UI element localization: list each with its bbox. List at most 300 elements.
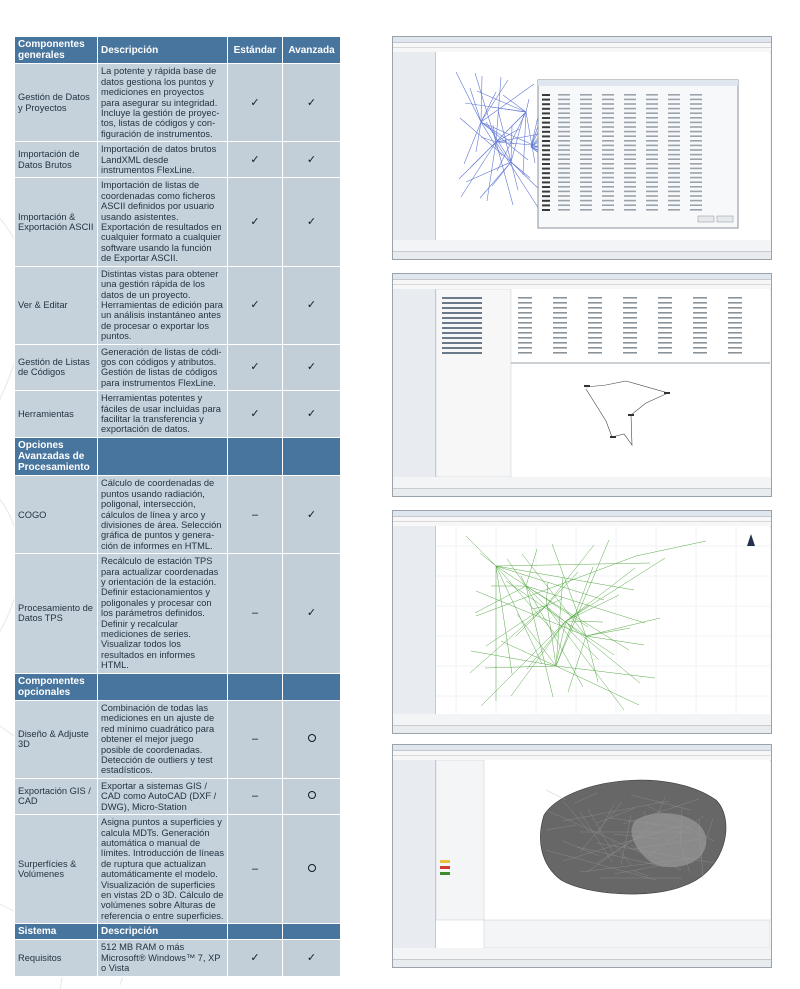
table-cell-mark	[624, 122, 636, 124]
table-cell-mark	[646, 122, 658, 124]
table-cell-mark	[624, 108, 636, 110]
section-blank-cell	[283, 924, 341, 940]
table-cell-mark	[624, 191, 636, 193]
table-cell-mark	[558, 117, 570, 119]
table-cell-mark	[558, 99, 570, 101]
section-header-row	[15, 924, 341, 940]
table-row	[15, 554, 341, 673]
table-cell-mark	[646, 168, 658, 170]
table-cell-mark	[623, 327, 637, 329]
section-blank-cell	[283, 437, 341, 476]
table-cell-mark	[693, 297, 707, 299]
table-cell-mark	[602, 94, 614, 96]
table-cell-mark	[588, 302, 602, 304]
table-cell-mark	[602, 168, 614, 170]
table-cell-mark	[690, 131, 702, 133]
table-cell-mark	[542, 117, 550, 119]
table-cell-mark	[646, 209, 658, 211]
advanced-availability: ✓	[283, 178, 341, 266]
table-row	[15, 940, 341, 976]
table-cell-mark	[542, 177, 550, 179]
table-cell-mark	[658, 332, 672, 334]
table-cell-mark	[658, 317, 672, 319]
table-row	[15, 476, 341, 554]
feature-name: COGO	[15, 476, 98, 554]
table-cell-mark	[690, 195, 702, 197]
table-cell-mark	[690, 112, 702, 114]
table-cell-mark	[558, 172, 570, 174]
table-cell-mark	[558, 181, 570, 183]
table-cell-mark	[580, 131, 592, 133]
table-cell-mark	[668, 163, 680, 165]
table-cell-mark	[624, 140, 636, 142]
table-cell-mark	[646, 108, 658, 110]
table-cell-mark	[558, 145, 570, 147]
table-cell-mark	[658, 322, 672, 324]
table-cell-mark	[693, 342, 707, 344]
feature-name: Requisitos	[15, 940, 98, 976]
table-cell-mark	[658, 302, 672, 304]
advanced-availability: ✓	[283, 554, 341, 673]
table-cell-mark	[602, 140, 614, 142]
table-cell-mark	[602, 122, 614, 124]
table-cell-mark	[602, 209, 614, 211]
table-cell-mark	[602, 103, 614, 105]
feature-name: Importación & Exportación ASCII	[15, 178, 98, 266]
table-cell-mark	[668, 191, 680, 193]
table-cell-mark	[668, 158, 680, 160]
table-cell-mark	[646, 112, 658, 114]
table-cell-mark	[690, 145, 702, 147]
table-cell-mark	[558, 154, 570, 156]
feature-description: Exportar a sistemas GIS / CAD como AutoCAD (DXF / DWG), Micro-Station	[98, 778, 228, 814]
section-description-header: Descripción	[98, 924, 228, 940]
header-standard: Estándar	[228, 37, 283, 64]
feature-comparison-table	[14, 36, 341, 977]
table-cell-mark	[668, 154, 680, 156]
table-cell-mark	[442, 312, 482, 314]
table-cell-mark	[553, 347, 567, 349]
feature-name: Diseño & Adjuste 3D	[15, 701, 98, 779]
table-cell-mark	[728, 352, 742, 354]
table-cell-mark	[580, 117, 592, 119]
table-cell-mark	[602, 181, 614, 183]
feature-name: Surperfícies & Volúmenes	[15, 815, 98, 924]
table-cell-mark	[668, 204, 680, 206]
table-cell-mark	[646, 204, 658, 206]
table-cell-mark	[624, 209, 636, 211]
table-cell-mark	[624, 94, 636, 96]
table-cell-mark	[580, 108, 592, 110]
table-header-row	[15, 37, 341, 64]
table-cell-mark	[542, 172, 550, 174]
table-cell-mark	[558, 186, 570, 188]
table-cell-mark	[693, 347, 707, 349]
feature-description: Combinación de todas las mediciones en un ajuste de red mínimo cuadrático para obtener el mejor juego posible de coordenadas. Detección de outliers y test estadísticos.	[98, 701, 228, 779]
table-cell-mark	[668, 149, 680, 151]
table-cell-mark	[558, 103, 570, 105]
table-cell-mark	[623, 307, 637, 309]
table-cell-mark	[668, 131, 680, 133]
table-cell-mark	[542, 209, 550, 211]
table-cell-mark	[693, 307, 707, 309]
table-cell-mark	[623, 337, 637, 339]
table-cell-mark	[602, 200, 614, 202]
screenshot-points-plot	[392, 273, 772, 497]
table-cell-mark	[646, 94, 658, 96]
table-cell-mark	[690, 181, 702, 183]
table-cell-mark	[553, 312, 567, 314]
optional-circle-icon	[308, 734, 316, 742]
feature-name: Herramientas	[15, 391, 98, 438]
table-cell-mark	[553, 352, 567, 354]
standard-availability: –	[228, 778, 283, 814]
table-cell-mark	[690, 103, 702, 105]
table-cell-mark	[558, 126, 570, 128]
standard-availability: ✓	[228, 391, 283, 438]
section-blank-cell	[228, 437, 283, 476]
table-cell-mark	[646, 145, 658, 147]
table-cell-mark	[542, 126, 550, 128]
table-cell-mark	[602, 154, 614, 156]
table-cell-mark	[693, 327, 707, 329]
section-title: Opciones Avanzadas de Procesamiento	[15, 437, 98, 476]
table-cell-mark	[624, 103, 636, 105]
table-cell-mark	[668, 112, 680, 114]
table-cell-mark	[623, 312, 637, 314]
table-cell-mark	[588, 317, 602, 319]
table-cell-mark	[668, 108, 680, 110]
table-cell-mark	[518, 297, 532, 299]
table-cell-mark	[518, 337, 532, 339]
table-cell-mark	[442, 317, 482, 319]
table-cell-mark	[623, 352, 637, 354]
table-cell-mark	[623, 342, 637, 344]
table-cell-mark	[646, 117, 658, 119]
table-cell-mark	[542, 140, 550, 142]
table-cell-mark	[624, 154, 636, 156]
table-cell-mark	[580, 154, 592, 156]
table-cell-mark	[668, 200, 680, 202]
table-cell-mark	[580, 103, 592, 105]
table-cell-mark	[580, 99, 592, 101]
table-cell-mark	[693, 352, 707, 354]
table-cell-mark	[624, 112, 636, 114]
table-cell-mark	[690, 163, 702, 165]
table-cell-mark	[602, 163, 614, 165]
table-cell-mark	[646, 181, 658, 183]
advanced-availability	[283, 778, 341, 814]
table-cell-mark	[553, 322, 567, 324]
section-header-row	[15, 437, 341, 476]
section-title: Componentes opcionales	[15, 673, 98, 700]
section-description-header	[98, 437, 228, 476]
table-cell-mark	[542, 149, 550, 151]
table-cell-mark	[542, 94, 550, 96]
table-cell-mark	[690, 99, 702, 101]
table-row	[15, 391, 341, 438]
feature-description: Herramientas potentes y fáciles de usar incluidas para facilitar la transferencia y exportación de datos.	[98, 391, 228, 438]
table-cell-mark	[624, 186, 636, 188]
table-cell-mark	[602, 177, 614, 179]
table-cell-mark	[542, 108, 550, 110]
table-cell-mark	[728, 332, 742, 334]
table-cell-mark	[580, 177, 592, 179]
table-cell-mark	[668, 168, 680, 170]
table-cell-mark	[658, 312, 672, 314]
advanced-availability: ✓	[283, 344, 341, 391]
table-cell-mark	[658, 352, 672, 354]
table-cell-mark	[623, 347, 637, 349]
screenshot-network-table	[392, 36, 772, 260]
table-cell-mark	[588, 352, 602, 354]
table-cell-mark	[602, 204, 614, 206]
table-cell-mark	[646, 191, 658, 193]
feature-name: Ver & Editar	[15, 266, 98, 344]
table-cell-mark	[558, 177, 570, 179]
table-cell-mark	[624, 181, 636, 183]
table-cell-mark	[624, 126, 636, 128]
advanced-availability: ✓	[283, 391, 341, 438]
table-cell-mark	[442, 307, 482, 309]
table-cell-mark	[442, 322, 482, 324]
table-cell-mark	[588, 312, 602, 314]
table-cell-mark	[580, 172, 592, 174]
table-cell-mark	[542, 145, 550, 147]
table-cell-mark	[690, 158, 702, 160]
table-cell-mark	[690, 122, 702, 124]
table-cell-mark	[542, 186, 550, 188]
table-cell-mark	[624, 172, 636, 174]
table-cell-mark	[693, 332, 707, 334]
table-cell-mark	[542, 204, 550, 206]
table-cell-mark	[690, 154, 702, 156]
table-cell-mark	[646, 99, 658, 101]
table-cell-mark	[442, 337, 482, 339]
table-row	[15, 142, 341, 178]
table-cell-mark	[728, 342, 742, 344]
table-cell-mark	[580, 204, 592, 206]
advanced-availability: ✓	[283, 940, 341, 976]
table-cell-mark	[646, 126, 658, 128]
table-cell-mark	[558, 209, 570, 211]
standard-availability: ✓	[228, 344, 283, 391]
table-cell-mark	[693, 322, 707, 324]
table-cell-mark	[553, 327, 567, 329]
table-cell-mark	[588, 327, 602, 329]
table-cell-mark	[690, 135, 702, 137]
table-cell-mark	[558, 140, 570, 142]
header-components: Componentes generales	[15, 37, 98, 64]
standard-availability: ✓	[228, 266, 283, 344]
table-cell-mark	[646, 177, 658, 179]
table-cell-mark	[646, 186, 658, 188]
table-cell-mark	[690, 168, 702, 170]
table-cell-mark	[623, 332, 637, 334]
table-cell-mark	[646, 200, 658, 202]
table-cell-mark	[668, 177, 680, 179]
table-cell-mark	[693, 337, 707, 339]
table-cell-mark	[646, 195, 658, 197]
table-cell-mark	[553, 302, 567, 304]
table-cell-mark	[668, 195, 680, 197]
table-row	[15, 815, 341, 924]
advanced-availability	[283, 701, 341, 779]
section-description-header	[98, 673, 228, 700]
table-cell-mark	[542, 135, 550, 137]
table-cell-mark	[588, 342, 602, 344]
table-row	[15, 344, 341, 391]
table-cell-mark	[558, 94, 570, 96]
table-cell-mark	[623, 322, 637, 324]
table-cell-mark	[602, 108, 614, 110]
table-cell-mark	[624, 163, 636, 165]
standard-availability: –	[228, 554, 283, 673]
advanced-availability: ✓	[283, 142, 341, 178]
table-cell-mark	[542, 131, 550, 133]
table-cell-mark	[558, 204, 570, 206]
optional-circle-icon	[308, 791, 316, 799]
table-cell-mark	[624, 117, 636, 119]
table-cell-mark	[553, 342, 567, 344]
section-blank-cell	[228, 924, 283, 940]
table-cell-mark	[542, 181, 550, 183]
table-cell-mark	[602, 172, 614, 174]
feature-description: Recálculo de estación TPS para actualizar coordenadas y orientación de la estación. Definir estacionamientos y poligonales y procesar con los parámetros definidos. Definir y recalcular mediciones de series. Visualizar todos los resultados en informes HTML.	[98, 554, 228, 673]
table-cell-mark	[542, 163, 550, 165]
table-cell-mark	[690, 108, 702, 110]
feature-description: Generación de listas de códigos con códigos y atributos. Gestión de listas de códigos para instrumentos FlexLine.	[98, 344, 228, 391]
feature-description: Cálculo de coordenadas de puntos usando radiación, poligonal, intersección, cálculos de línea y arco y divisiones de área. Selección gráfica de puntos y generación de informes en HTML.	[98, 476, 228, 554]
section-blank-cell	[283, 673, 341, 700]
table-cell-mark	[624, 158, 636, 160]
table-cell-mark	[580, 181, 592, 183]
table-cell-mark	[658, 327, 672, 329]
feature-description: 512 MB RAM o más Microsoft® Windows™ 7, XP o Vista	[98, 940, 228, 976]
table-cell-mark	[558, 149, 570, 151]
table-cell-mark	[518, 312, 532, 314]
table-cell-mark	[728, 322, 742, 324]
header-advanced: Avanzada	[283, 37, 341, 64]
table-cell-mark	[693, 302, 707, 304]
table-cell-mark	[646, 131, 658, 133]
table-cell-mark	[580, 145, 592, 147]
table-cell-mark	[658, 307, 672, 309]
table-cell-mark	[646, 163, 658, 165]
table-cell-mark	[728, 312, 742, 314]
table-cell-mark	[588, 322, 602, 324]
table-cell-mark	[542, 158, 550, 160]
table-cell-mark	[518, 352, 532, 354]
table-cell-mark	[518, 342, 532, 344]
feature-description: Importación de listas de coordenadas como ficheros ASCII definidos por usuario usando asistentes. Exportación de resultados en cualquier formato a cualquier software usando la función de Exportar ASCII.	[98, 178, 228, 266]
table-cell-mark	[658, 337, 672, 339]
table-cell-mark	[658, 297, 672, 299]
table-cell-mark	[542, 99, 550, 101]
table-cell-mark	[690, 117, 702, 119]
advanced-availability: ✓	[283, 64, 341, 142]
table-cell-mark	[442, 297, 482, 299]
table-cell-mark	[728, 297, 742, 299]
table-cell-mark	[690, 94, 702, 96]
table-cell-mark	[542, 200, 550, 202]
table-cell-mark	[728, 307, 742, 309]
screenshot-tps-network	[392, 510, 772, 734]
table-cell-mark	[442, 302, 482, 304]
table-cell-mark	[668, 140, 680, 142]
table-cell-mark	[602, 135, 614, 137]
table-cell-mark	[624, 149, 636, 151]
table-cell-mark	[558, 200, 570, 202]
table-cell-mark	[658, 342, 672, 344]
table-cell-mark	[624, 168, 636, 170]
table-cell-mark	[624, 99, 636, 101]
table-cell-mark	[553, 297, 567, 299]
table-cell-mark	[588, 347, 602, 349]
table-cell-mark	[668, 181, 680, 183]
screenshot-surface-3d	[392, 744, 772, 968]
table-cell-mark	[646, 172, 658, 174]
table-cell-mark	[646, 135, 658, 137]
table-cell-mark	[623, 302, 637, 304]
table-cell-mark	[518, 322, 532, 324]
table-cell-mark	[588, 307, 602, 309]
table-cell-mark	[518, 347, 532, 349]
table-cell-mark	[646, 154, 658, 156]
table-cell-mark	[624, 145, 636, 147]
table-cell-mark	[646, 149, 658, 151]
standard-availability: ✓	[228, 64, 283, 142]
section-header-row	[15, 673, 341, 700]
table-cell-mark	[602, 158, 614, 160]
table-cell-mark	[624, 177, 636, 179]
table-cell-mark	[542, 122, 550, 124]
table-cell-mark	[553, 307, 567, 309]
table-cell-mark	[690, 186, 702, 188]
table-cell-mark	[442, 332, 482, 334]
table-cell-mark	[602, 126, 614, 128]
table-cell-mark	[580, 122, 592, 124]
table-cell-mark	[542, 103, 550, 105]
table-cell-mark	[668, 126, 680, 128]
table-cell-mark	[580, 158, 592, 160]
table-cell-mark	[542, 195, 550, 197]
table-cell-mark	[553, 317, 567, 319]
table-cell-mark	[580, 94, 592, 96]
table-cell-mark	[580, 135, 592, 137]
table-cell-mark	[646, 140, 658, 142]
table-cell-mark	[580, 200, 592, 202]
table-cell-mark	[693, 317, 707, 319]
feature-description: Asigna puntos a superficies y calcula MDTs. Generación automática o manual de límites. Introducción de líneas de ruptura que actualizan automáticamente el modelo. Visualización de superficies en vistas 2D o 3D. Cálculo de volúmenes sobre Alturas de referencia o entre superficies.	[98, 815, 228, 924]
table-cell-mark	[580, 112, 592, 114]
advanced-availability: ✓	[283, 476, 341, 554]
table-cell-mark	[602, 99, 614, 101]
table-cell-mark	[690, 126, 702, 128]
table-cell-mark	[518, 327, 532, 329]
table-cell-mark	[668, 117, 680, 119]
table-cell-mark	[558, 108, 570, 110]
feature-description: La potente y rápida base de datos gestiona los puntos y mediciones en proyectos para asegurar su integridad. Incluye la gestión de proyectos, listas de códigos y configuración de instrumentos.	[98, 64, 228, 142]
feature-description: Importación de datos brutos LandXML desde instrumentos FlexLine.	[98, 142, 228, 178]
feature-name: Procesamiento de Datos TPS	[15, 554, 98, 673]
table-cell-mark	[580, 186, 592, 188]
table-cell-mark	[728, 317, 742, 319]
table-cell-mark	[668, 172, 680, 174]
table-cell-mark	[442, 327, 482, 329]
table-cell-mark	[580, 195, 592, 197]
advanced-availability	[283, 815, 341, 924]
